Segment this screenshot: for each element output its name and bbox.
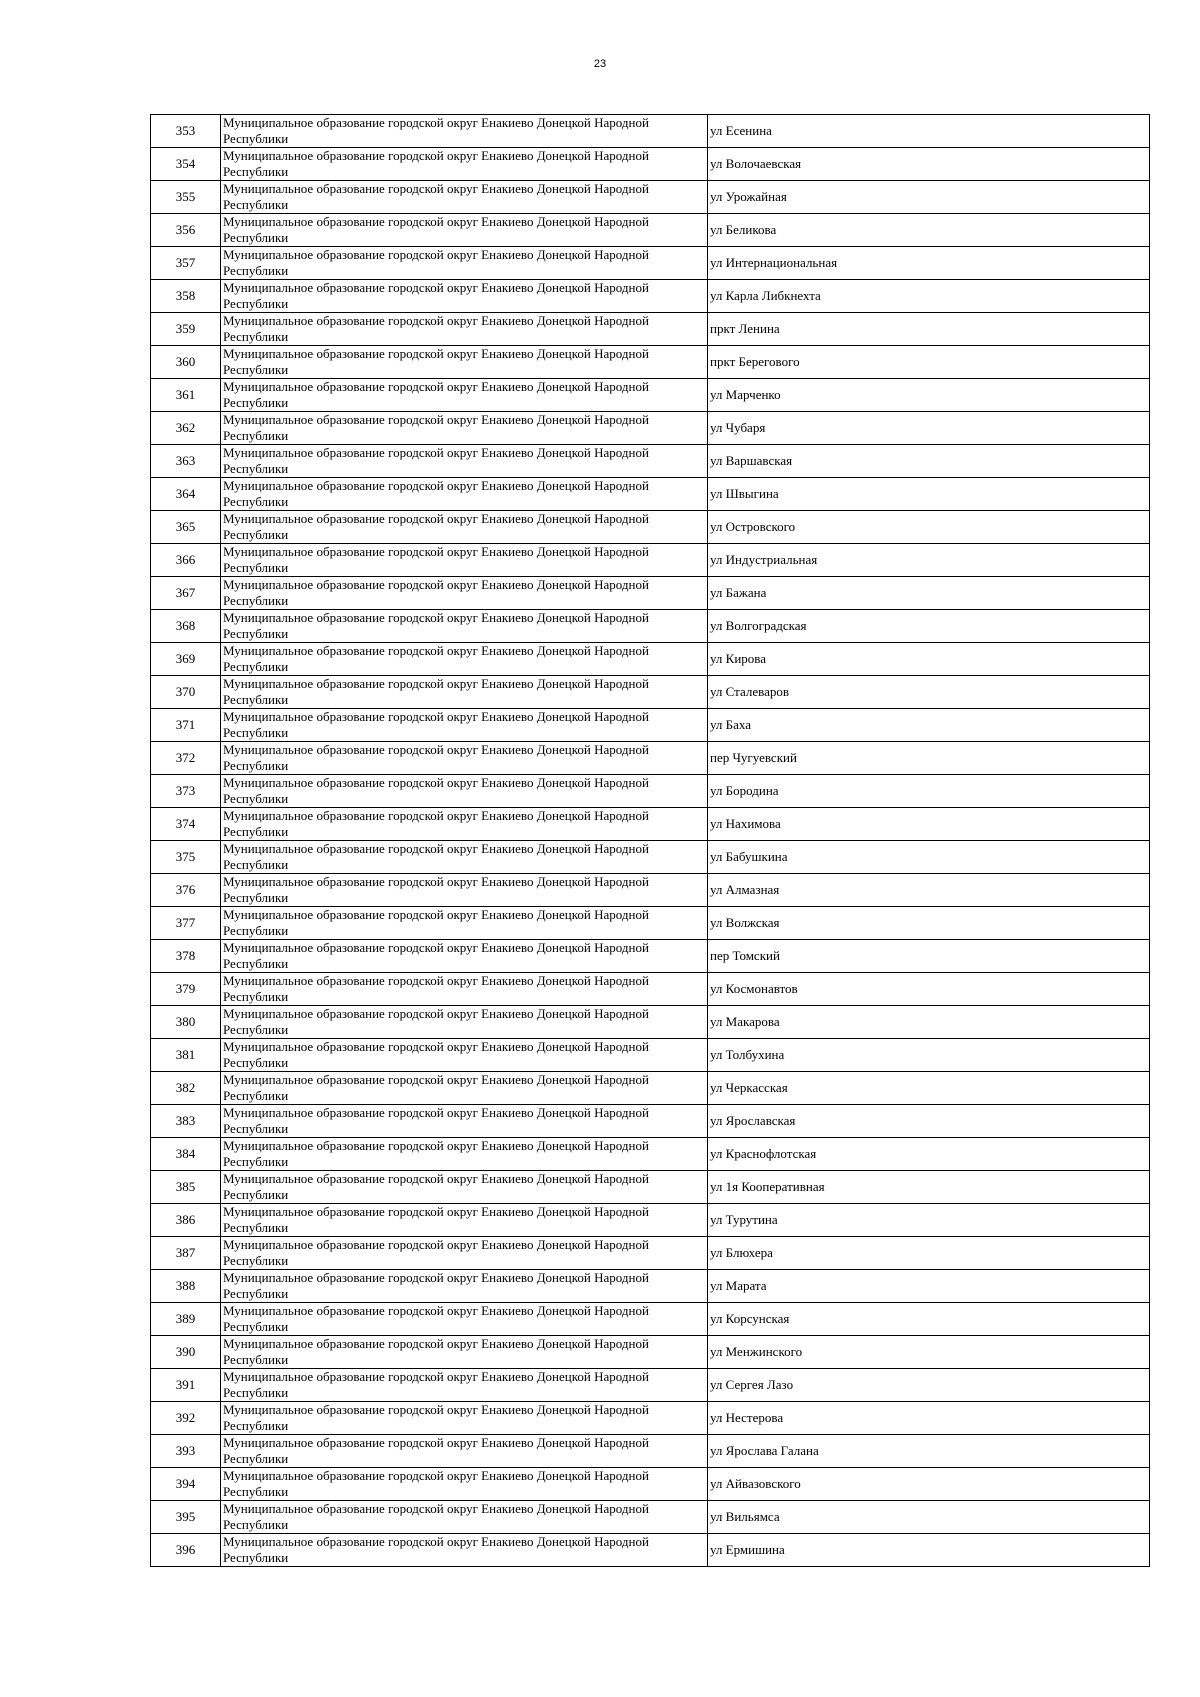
municipality-cell: Муниципальное образование городской округ Енакиево Донецкой Народной Республики <box>221 1369 708 1402</box>
municipality-cell: Муниципальное образование городской округ Енакиево Донецкой Народной Республики <box>221 511 708 544</box>
table-row <box>151 1468 1150 1501</box>
table-row <box>151 445 1150 478</box>
street-cell: ул Чубаря <box>708 412 1150 445</box>
municipality-cell: Муниципальное образование городской округ Енакиево Донецкой Народной Республики <box>221 181 708 214</box>
row-number-cell: 387 <box>151 1237 221 1270</box>
street-cell: ул Бабушкина <box>708 841 1150 874</box>
table-row <box>151 577 1150 610</box>
street-cell: ул Беликова <box>708 214 1150 247</box>
row-number-cell: 396 <box>151 1534 221 1567</box>
municipality-cell: Муниципальное образование городской округ Енакиево Донецкой Народной Республики <box>221 1204 708 1237</box>
street-cell: ул Волочаевская <box>708 148 1150 181</box>
row-number-cell: 361 <box>151 379 221 412</box>
row-number-cell: 371 <box>151 709 221 742</box>
table-row <box>151 148 1150 181</box>
row-number-cell: 392 <box>151 1402 221 1435</box>
municipality-cell: Муниципальное образование городской округ Енакиево Донецкой Народной Республики <box>221 973 708 1006</box>
municipality-cell: Муниципальное образование городской округ Енакиево Донецкой Народной Республики <box>221 577 708 610</box>
municipality-cell: Муниципальное образование городской округ Енакиево Донецкой Народной Республики <box>221 1171 708 1204</box>
street-cell: ул Блюхера <box>708 1237 1150 1270</box>
street-cell: ул Ярославская <box>708 1105 1150 1138</box>
municipality-cell: Муниципальное образование городской округ Енакиево Донецкой Народной Республики <box>221 1105 708 1138</box>
municipality-cell: Муниципальное образование городской округ Енакиево Донецкой Народной Республики <box>221 1468 708 1501</box>
municipality-cell: Муниципальное образование городской округ Енакиево Донецкой Народной Республики <box>221 940 708 973</box>
table-row <box>151 478 1150 511</box>
street-cell: ул Краснофлотская <box>708 1138 1150 1171</box>
municipality-cell: Муниципальное образование городской округ Енакиево Донецкой Народной Республики <box>221 1270 708 1303</box>
table-row <box>151 643 1150 676</box>
table-row <box>151 1270 1150 1303</box>
municipality-cell: Муниципальное образование городской округ Енакиево Донецкой Народной Республики <box>221 1039 708 1072</box>
municipality-cell: Муниципальное образование городской округ Енакиево Донецкой Народной Республики <box>221 610 708 643</box>
municipality-cell: Муниципальное образование городской округ Енакиево Донецкой Народной Республики <box>221 808 708 841</box>
municipality-cell: Муниципальное образование городской округ Енакиево Донецкой Народной Республики <box>221 643 708 676</box>
table-row <box>151 1237 1150 1270</box>
street-cell: ул Волжская <box>708 907 1150 940</box>
municipality-cell: Муниципальное образование городской округ Енакиево Донецкой Народной Республики <box>221 445 708 478</box>
table-row <box>151 676 1150 709</box>
municipality-cell: Муниципальное образование городской округ Енакиево Донецкой Народной Республики <box>221 214 708 247</box>
row-number-cell: 356 <box>151 214 221 247</box>
street-cell: ул Есенина <box>708 115 1150 148</box>
street-cell: ул Толбухина <box>708 1039 1150 1072</box>
street-cell: ул Нестерова <box>708 1402 1150 1435</box>
street-cell: ул Баха <box>708 709 1150 742</box>
row-number-cell: 370 <box>151 676 221 709</box>
street-cell: ул Нахимова <box>708 808 1150 841</box>
street-cell: ул Сталеваров <box>708 676 1150 709</box>
street-cell: ул Индустриальная <box>708 544 1150 577</box>
municipality-cell: Муниципальное образование городской округ Енакиево Донецкой Народной Республики <box>221 247 708 280</box>
row-number-cell: 377 <box>151 907 221 940</box>
table-row <box>151 1336 1150 1369</box>
row-number-cell: 362 <box>151 412 221 445</box>
row-number-cell: 373 <box>151 775 221 808</box>
municipality-cell: Муниципальное образование городской округ Енакиево Донецкой Народной Республики <box>221 346 708 379</box>
table-row <box>151 1105 1150 1138</box>
row-number-cell: 353 <box>151 115 221 148</box>
table-row <box>151 1171 1150 1204</box>
row-number-cell: 382 <box>151 1072 221 1105</box>
municipality-cell: Муниципальное образование городской округ Енакиево Донецкой Народной Республики <box>221 676 708 709</box>
table-row <box>151 247 1150 280</box>
row-number-cell: 365 <box>151 511 221 544</box>
street-cell: ул Сергея Лазо <box>708 1369 1150 1402</box>
row-number-cell: 360 <box>151 346 221 379</box>
street-cell: ул Вильямса <box>708 1501 1150 1534</box>
street-cell: ул Космонавтов <box>708 973 1150 1006</box>
street-cell: ул Карла Либкнехта <box>708 280 1150 313</box>
table-row <box>151 841 1150 874</box>
municipality-cell: Муниципальное образование городской округ Енакиево Донецкой Народной Республики <box>221 544 708 577</box>
street-cell: ул Варшавская <box>708 445 1150 478</box>
municipality-cell: Муниципальное образование городской округ Енакиево Донецкой Народной Республики <box>221 280 708 313</box>
municipality-cell: Муниципальное образование городской округ Енакиево Донецкой Народной Республики <box>221 1072 708 1105</box>
table-row <box>151 214 1150 247</box>
street-cell: ул Бородина <box>708 775 1150 808</box>
municipality-cell: Муниципальное образование городской округ Енакиево Донецкой Народной Республики <box>221 313 708 346</box>
table-row <box>151 280 1150 313</box>
row-number-cell: 376 <box>151 874 221 907</box>
row-number-cell: 378 <box>151 940 221 973</box>
row-number-cell: 375 <box>151 841 221 874</box>
table-row <box>151 709 1150 742</box>
municipality-cell: Муниципальное образование городской округ Енакиево Донецкой Народной Республики <box>221 841 708 874</box>
row-number-cell: 367 <box>151 577 221 610</box>
municipality-cell: Муниципальное образование городской округ Енакиево Донецкой Народной Республики <box>221 1138 708 1171</box>
table-row <box>151 313 1150 346</box>
municipality-cell: Муниципальное образование городской округ Енакиево Донецкой Народной Республики <box>221 907 708 940</box>
street-cell: пркт Ленина <box>708 313 1150 346</box>
street-cell: пер Чугуевский <box>708 742 1150 775</box>
table-row <box>151 940 1150 973</box>
street-cell: ул Марата <box>708 1270 1150 1303</box>
row-number-cell: 357 <box>151 247 221 280</box>
municipality-cell: Муниципальное образование городской округ Енакиево Донецкой Народной Республики <box>221 1237 708 1270</box>
street-cell: ул Волгоградская <box>708 610 1150 643</box>
table-row <box>151 379 1150 412</box>
street-cell: ул Швыгина <box>708 478 1150 511</box>
street-cell: ул Кирова <box>708 643 1150 676</box>
municipality-cell: Муниципальное образование городской округ Енакиево Донецкой Народной Республики <box>221 775 708 808</box>
page-number: 23 <box>593 58 607 70</box>
row-number-cell: 374 <box>151 808 221 841</box>
table-row <box>151 511 1150 544</box>
street-cell: ул Макарова <box>708 1006 1150 1039</box>
row-number-cell: 389 <box>151 1303 221 1336</box>
row-number-cell: 384 <box>151 1138 221 1171</box>
municipality-cell: Муниципальное образование городской округ Енакиево Донецкой Народной Республики <box>221 478 708 511</box>
row-number-cell: 381 <box>151 1039 221 1072</box>
row-number-cell: 369 <box>151 643 221 676</box>
street-cell: ул Турутина <box>708 1204 1150 1237</box>
street-cell: ул 1я Кооперативная <box>708 1171 1150 1204</box>
street-cell: ул Черкасская <box>708 1072 1150 1105</box>
table-row <box>151 907 1150 940</box>
row-number-cell: 355 <box>151 181 221 214</box>
street-cell: ул Бажана <box>708 577 1150 610</box>
row-number-cell: 393 <box>151 1435 221 1468</box>
table-row <box>151 1501 1150 1534</box>
row-number-cell: 391 <box>151 1369 221 1402</box>
table-row <box>151 808 1150 841</box>
table-row <box>151 1369 1150 1402</box>
municipality-cell: Муниципальное образование городской округ Енакиево Донецкой Народной Республики <box>221 709 708 742</box>
municipality-cell: Муниципальное образование городской округ Енакиево Донецкой Народной Республики <box>221 1402 708 1435</box>
table-row <box>151 610 1150 643</box>
table-row <box>151 1006 1150 1039</box>
table-row <box>151 1402 1150 1435</box>
row-number-cell: 368 <box>151 610 221 643</box>
street-cell: ул Корсунская <box>708 1303 1150 1336</box>
municipality-cell: Муниципальное образование городской округ Енакиево Донецкой Народной Республики <box>221 1336 708 1369</box>
row-number-cell: 383 <box>151 1105 221 1138</box>
table-row <box>151 544 1150 577</box>
street-cell: ул Марченко <box>708 379 1150 412</box>
table-row <box>151 1204 1150 1237</box>
street-cell: ул Островского <box>708 511 1150 544</box>
table-row <box>151 412 1150 445</box>
row-number-cell: 386 <box>151 1204 221 1237</box>
row-number-cell: 372 <box>151 742 221 775</box>
row-number-cell: 385 <box>151 1171 221 1204</box>
table-row <box>151 775 1150 808</box>
address-table <box>150 114 1150 1567</box>
municipality-cell: Муниципальное образование городской округ Енакиево Донецкой Народной Республики <box>221 1006 708 1039</box>
row-number-cell: 388 <box>151 1270 221 1303</box>
table-row <box>151 1039 1150 1072</box>
municipality-cell: Муниципальное образование городской округ Енакиево Донецкой Народной Республики <box>221 1303 708 1336</box>
address-table-body <box>151 115 1150 1567</box>
row-number-cell: 358 <box>151 280 221 313</box>
row-number-cell: 380 <box>151 1006 221 1039</box>
row-number-cell: 359 <box>151 313 221 346</box>
table-row <box>151 346 1150 379</box>
municipality-cell: Муниципальное образование городской округ Енакиево Донецкой Народной Республики <box>221 148 708 181</box>
table-row <box>151 742 1150 775</box>
municipality-cell: Муниципальное образование городской округ Енакиево Донецкой Народной Республики <box>221 742 708 775</box>
street-cell: ул Ярослава Галана <box>708 1435 1150 1468</box>
table-row <box>151 1534 1150 1567</box>
municipality-cell: Муниципальное образование городской округ Енакиево Донецкой Народной Республики <box>221 874 708 907</box>
table-row <box>151 1435 1150 1468</box>
table-row <box>151 973 1150 1006</box>
row-number-cell: 364 <box>151 478 221 511</box>
municipality-cell: Муниципальное образование городской округ Енакиево Донецкой Народной Республики <box>221 412 708 445</box>
street-cell: ул Интернациональная <box>708 247 1150 280</box>
table-row <box>151 874 1150 907</box>
row-number-cell: 363 <box>151 445 221 478</box>
row-number-cell: 379 <box>151 973 221 1006</box>
street-cell: ул Ермишина <box>708 1534 1150 1567</box>
table-row <box>151 181 1150 214</box>
street-cell: ул Алмазная <box>708 874 1150 907</box>
table-row <box>151 115 1150 148</box>
table-row <box>151 1138 1150 1171</box>
table-row <box>151 1303 1150 1336</box>
table-row <box>151 1072 1150 1105</box>
street-cell: пер Томский <box>708 940 1150 973</box>
municipality-cell: Муниципальное образование городской округ Енакиево Донецкой Народной Республики <box>221 1534 708 1567</box>
municipality-cell: Муниципальное образование городской округ Енакиево Донецкой Народной Республики <box>221 1501 708 1534</box>
row-number-cell: 354 <box>151 148 221 181</box>
municipality-cell: Муниципальное образование городской округ Енакиево Донецкой Народной Республики <box>221 1435 708 1468</box>
row-number-cell: 390 <box>151 1336 221 1369</box>
street-cell: ул Менжинского <box>708 1336 1150 1369</box>
municipality-cell: Муниципальное образование городской округ Енакиево Донецкой Народной Республики <box>221 379 708 412</box>
street-cell: ул Айвазовского <box>708 1468 1150 1501</box>
row-number-cell: 394 <box>151 1468 221 1501</box>
municipality-cell: Муниципальное образование городской округ Енакиево Донецкой Народной Республики <box>221 115 708 148</box>
street-cell: ул Урожайная <box>708 181 1150 214</box>
street-cell: пркт Берегового <box>708 346 1150 379</box>
row-number-cell: 395 <box>151 1501 221 1534</box>
row-number-cell: 366 <box>151 544 221 577</box>
